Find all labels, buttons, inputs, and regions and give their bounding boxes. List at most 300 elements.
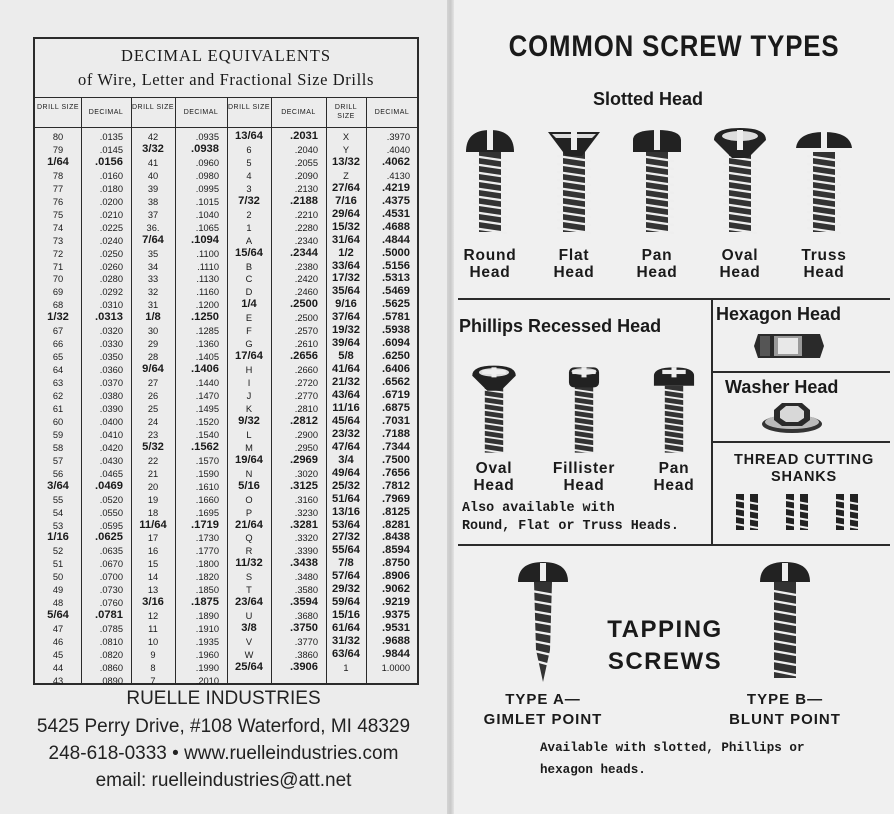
drill-size-cell: 51 — [52, 559, 64, 570]
drill-size-cell: 15/64 — [235, 246, 263, 259]
decimal-cell: .5938 — [382, 324, 410, 337]
decimal-cell: .2090 — [294, 170, 318, 181]
decimal-cell: .1990 — [195, 662, 219, 673]
decimal-cell: .0810 — [99, 637, 123, 648]
decimal-cell: .1850 — [195, 585, 219, 596]
drill-size-cell: 25/32 — [332, 479, 360, 492]
drill-size-cell: 19 — [147, 494, 159, 505]
flat-head-screw-icon — [544, 126, 604, 236]
decimal-cell: .9531 — [382, 622, 410, 635]
drill-size-cell: O — [245, 494, 253, 505]
decimal-cell: .0980 — [195, 170, 219, 181]
drill-size-cell: 44 — [52, 662, 64, 673]
drill-size-cell: G — [245, 339, 253, 350]
drill-size-cell: 49 — [52, 585, 64, 596]
oval-head-screw-icon — [710, 126, 770, 236]
drill-size-cell: 9/64 — [142, 363, 164, 376]
decimal-cell: .0250 — [99, 248, 123, 259]
drill-size-cell: 28 — [147, 352, 159, 363]
drill-size-cell: A — [245, 235, 253, 246]
drill-size-cell: E — [245, 313, 253, 324]
drill-size-cell: 53/64 — [332, 518, 360, 531]
drill-size-cell: 7/16 — [335, 194, 357, 207]
decimal-cell: .0145 — [99, 144, 123, 155]
decimal-cell: .1285 — [195, 326, 219, 337]
drill-size-cell: 13/32 — [332, 155, 360, 168]
phillips-pan-head-icon — [644, 364, 704, 456]
decimal-cell: .0430 — [99, 455, 123, 466]
decimal-cell: .0550 — [99, 507, 123, 518]
drill-size-cell: 58 — [52, 442, 64, 453]
drill-size-cell: 59 — [52, 429, 64, 440]
drill-size-cell: 51/64 — [332, 492, 360, 505]
hexagon-head-icon — [752, 330, 826, 362]
drill-size-cell: 47/64 — [332, 440, 360, 453]
divider-washer — [713, 441, 890, 443]
drill-size-cell: 1 — [343, 662, 349, 673]
decimal-cell: .6406 — [382, 363, 410, 376]
decimal-cell: .4688 — [382, 220, 410, 233]
decimal-cell: .1719 — [191, 518, 219, 531]
drill-size-cell: R — [245, 546, 253, 557]
drill-size-cell: 18 — [147, 507, 159, 518]
drill-size-cell: S — [245, 572, 253, 583]
decimal-cell: .1360 — [195, 339, 219, 350]
decimal-cell: .6250 — [382, 350, 410, 363]
decimal-cell: .0420 — [99, 442, 123, 453]
decimal-header: DECIMAL — [374, 109, 410, 116]
decimal-cell: .2055 — [294, 157, 318, 168]
drill-size-cell: 78 — [52, 170, 64, 181]
drill-size-cell: 3/32 — [142, 142, 164, 155]
drill-size-cell: 31/32 — [332, 635, 360, 648]
drill-size-cell: 3/4 — [338, 453, 354, 466]
drill-size-cell: 50 — [52, 572, 64, 583]
decimal-cell: .4219 — [382, 181, 410, 194]
decimal-cell: .1910 — [195, 624, 219, 635]
drill-size-cell: 53 — [52, 520, 64, 531]
drill-size-cell: 71 — [52, 261, 64, 272]
decimal-cell: .3680 — [294, 611, 318, 622]
drill-size-header: DRILL SIZE — [227, 104, 271, 111]
drill-size-cell: J — [246, 391, 252, 401]
drill-size-cell: 21/64 — [235, 518, 263, 531]
decimal-cell: .1094 — [191, 233, 219, 246]
drill-size-cell: B — [245, 261, 253, 272]
decimal-cell: .0160 — [99, 170, 123, 181]
slotted-screw-label: Oval Head — [719, 247, 761, 281]
decimal-cell: .4531 — [382, 207, 410, 220]
decimal-cell: .8125 — [382, 505, 410, 518]
thread-cutting-heading: THREAD CUTTING SHANKS — [733, 452, 875, 485]
decimal-cell: .1562 — [191, 440, 219, 453]
drill-size-cell: 63/64 — [332, 648, 360, 660]
drill-size-cell: 27/64 — [332, 181, 360, 194]
drill-size-cell: 11/16 — [332, 401, 360, 414]
decimal-cell: .2500 — [290, 298, 318, 311]
drill-size-cell: 23 — [147, 429, 159, 440]
divider-2 — [458, 544, 890, 546]
drill-size-cell: 68 — [52, 300, 64, 311]
decimal-cell: .5313 — [382, 272, 410, 285]
decimal-cell: .2812 — [290, 414, 318, 427]
decimal-cell: .3970 — [386, 132, 410, 142]
drill-size-cell: 9/32 — [238, 414, 260, 427]
drill-size-cell: D — [245, 287, 253, 298]
decimal-cell: .1960 — [195, 650, 219, 660]
drill-size-cell: 31 — [147, 300, 159, 311]
company-address: 5425 Perry Drive, #108 Waterford, MI 48329 — [36, 716, 411, 737]
decimal-cell: .9062 — [382, 583, 410, 596]
drill-size-cell: 15/32 — [332, 220, 360, 233]
drill-size-cell: W — [244, 650, 254, 660]
decimal-cell: .1730 — [195, 533, 219, 544]
drill-size-cell: 64 — [52, 365, 64, 376]
decimal-cell: .3160 — [294, 494, 318, 505]
drill-size-cell: 32 — [147, 287, 159, 298]
drill-size-cell: 24 — [147, 416, 159, 427]
decimal-cell: .5469 — [382, 285, 410, 298]
decimal-cell: .4375 — [382, 194, 410, 207]
drill-size-cell: 66 — [52, 339, 64, 350]
drill-size-cell: 42 — [147, 132, 159, 142]
decimal-cell: .0520 — [99, 494, 123, 505]
decimal-cell: .2950 — [294, 442, 318, 453]
decimal-cell: .3281 — [290, 518, 318, 531]
decimal-cell: .0156 — [95, 155, 123, 168]
decimal-cell: .3390 — [294, 546, 318, 557]
decimal-cell: .1250 — [191, 311, 219, 324]
decimal-header: DECIMAL — [183, 109, 219, 116]
drill-size-cell: 5/8 — [338, 350, 354, 363]
drill-size-cell: 52 — [52, 546, 64, 557]
washer-head-heading: Washer Head — [725, 377, 839, 397]
drill-size-cell: 21 — [147, 468, 159, 479]
decimal-cell: .3860 — [294, 650, 318, 660]
decimal-cell: .0320 — [99, 326, 123, 337]
drill-size-cell: I — [247, 378, 251, 389]
pan-head-screw-icon — [627, 126, 687, 236]
decimal-cell: .1875 — [191, 596, 219, 609]
decimal-cell: .1820 — [195, 572, 219, 583]
drill-size-cell: 40 — [147, 170, 159, 181]
drill-size-cell: 1/8 — [145, 311, 161, 324]
drill-size-cell: 56 — [52, 468, 64, 479]
decimal-cell: .2900 — [294, 429, 318, 440]
decimal-cell: .6094 — [382, 337, 410, 350]
drill-size-cell: 7 — [150, 675, 156, 686]
decimal-cell: .2969 — [290, 453, 318, 466]
decimal-cell: .2340 — [294, 235, 318, 246]
drill-size-cell: 5 — [246, 157, 252, 168]
company-name: RUELLE INDUSTRIES — [126, 688, 321, 709]
drill-size-cell: 39/64 — [332, 337, 360, 350]
decimal-cell: .1200 — [195, 300, 219, 311]
drill-size-cell: 72 — [52, 248, 64, 259]
drill-size-cell: 55 — [52, 494, 64, 505]
screw-types-panel — [454, 0, 894, 814]
decimal-cell: .2280 — [294, 222, 318, 233]
drill-size-cell: 1/2 — [338, 246, 354, 259]
drill-size-cell: 33/64 — [332, 259, 360, 272]
drill-size-cell: 17/32 — [332, 272, 360, 285]
decimal-cell: .1770 — [195, 546, 219, 557]
decimal-cell: .1520 — [195, 416, 219, 427]
drill-size-cell: 67 — [52, 326, 64, 337]
drill-size-cell: 79 — [52, 144, 64, 155]
decimal-cell: .2660 — [294, 365, 318, 376]
decimal-cell: .7344 — [382, 440, 410, 453]
drill-size-cell: 13/64 — [235, 130, 263, 142]
decimal-cell: .0225 — [99, 222, 123, 233]
drill-size-cell: 1/16 — [47, 531, 69, 544]
decimal-header: DECIMAL — [88, 109, 124, 116]
drill-size-cell: 31/64 — [332, 233, 360, 246]
drill-size-cell: 15 — [147, 559, 159, 570]
decimal-cell: .8281 — [382, 518, 410, 531]
drill-size-cell: V — [245, 637, 253, 648]
drill-size-cell: X — [342, 132, 350, 142]
decimal-cell: .0860 — [99, 662, 123, 673]
drill-size-cell: 8 — [150, 662, 156, 673]
drill-size-cell: 41/64 — [332, 363, 360, 376]
decimal-cell: .0400 — [99, 416, 123, 427]
drill-size-cell: 30 — [147, 326, 159, 337]
decimal-equivalents-table — [33, 37, 419, 685]
drill-size-cell: 19/32 — [332, 324, 360, 337]
drill-size-cell: 35/64 — [332, 285, 360, 298]
card-fold — [447, 0, 454, 814]
drill-size-cell: 75 — [52, 209, 64, 220]
drill-size-cell: 9 — [150, 650, 156, 660]
decimal-cell: .2770 — [294, 391, 318, 401]
drill-size-cell: 80 — [52, 132, 64, 142]
drill-size-cell: 47 — [52, 624, 64, 635]
type-a-gimlet-screw-icon — [514, 560, 572, 684]
drill-size-cell: 3/16 — [142, 596, 164, 609]
drill-size-cell: 33 — [147, 274, 159, 285]
drill-size-cell: Y — [342, 144, 350, 155]
decimal-cell: .1015 — [195, 196, 219, 207]
decimal-header: DECIMAL — [281, 109, 316, 116]
drill-size-cell: 27/32 — [332, 531, 360, 544]
drill-size-cell: 45/64 — [332, 414, 360, 427]
decimal-cell: .1065 — [195, 222, 219, 233]
decimal-cell: .1130 — [196, 274, 219, 285]
drill-size-cell: 1/64 — [47, 155, 69, 168]
drill-size-cell: 20 — [147, 481, 159, 492]
phillips-oval-head-icon — [464, 364, 524, 456]
decimal-cell: .0670 — [99, 559, 123, 570]
drill-size-cell: 3/8 — [241, 622, 257, 635]
decimal-cell: .0469 — [95, 479, 123, 492]
decimal-cell: .6875 — [382, 401, 410, 414]
decimal-cell: .0200 — [99, 196, 123, 207]
drill-size-cell: 37 — [147, 209, 159, 220]
decimal-cell: .9844 — [382, 648, 410, 660]
decimal-cell: .1470 — [195, 391, 219, 401]
hexagon-head-heading: Hexagon Head — [716, 304, 842, 324]
company-email: email: ruelleindustries@att.net — [95, 770, 352, 791]
decimal-cell: .1495 — [195, 403, 219, 414]
decimal-cell: .1660 — [195, 494, 219, 505]
decimal-cell: .0390 — [99, 403, 123, 414]
drill-size-cell: 54 — [52, 507, 64, 518]
decimal-cell: .1405 — [195, 352, 219, 363]
drill-size-cell: 46 — [52, 637, 64, 648]
decimal-cell: .7812 — [382, 479, 410, 492]
phillips-heading: Phillips Recessed Head — [459, 316, 662, 336]
drill-size-header: DRILL SIZE — [131, 104, 175, 111]
drill-size-cell: 74 — [52, 222, 64, 233]
slotted-screw-label: Pan Head — [636, 247, 678, 281]
decimal-cell: .1160 — [196, 287, 219, 298]
drill-size-cell: 61 — [52, 403, 64, 414]
decimal-cell: .1440 — [195, 378, 219, 389]
drill-size-cell: H — [245, 365, 253, 376]
decimal-cell: .0781 — [95, 609, 123, 622]
drill-size-cell: 11 — [148, 624, 158, 635]
slotted-screw-label: Truss Head — [801, 247, 847, 281]
drill-size-cell: 17 — [147, 533, 159, 544]
decimal-cell: .2610 — [294, 339, 318, 350]
decimal-cell: .0960 — [195, 157, 219, 168]
drill-size-cell: 38 — [147, 196, 159, 207]
drill-size-cell: Q — [245, 533, 253, 544]
drill-size-cell: Z — [343, 170, 349, 181]
decimal-cell: .3594 — [290, 596, 318, 609]
divider-1 — [458, 298, 890, 300]
drill-size-cell: 4 — [246, 170, 252, 181]
decimal-cell: .7500 — [382, 453, 410, 466]
truss-head-screw-icon — [794, 126, 854, 236]
drill-size-cell: 2 — [246, 209, 252, 220]
decimal-cell: .1890 — [195, 611, 219, 622]
drill-size-cell: 69 — [52, 287, 64, 298]
table-subtitle: of Wire, Letter and Fractional Size Drills — [78, 70, 374, 89]
decimal-cell: .0938 — [191, 142, 219, 155]
decimal-cell: .0313 — [95, 311, 123, 324]
table-title: DECIMAL EQUIVALENTS — [120, 46, 332, 65]
drill-size-cell: 7/8 — [338, 557, 354, 570]
drill-size-cell: 36. — [146, 222, 160, 233]
drill-size-cell: U — [245, 611, 253, 622]
drill-size-cell: 26 — [147, 391, 159, 401]
decimal-cell: .0700 — [99, 572, 123, 583]
decimal-cell: .8438 — [382, 531, 410, 544]
decimal-cell: .2420 — [294, 274, 318, 285]
drill-size-cell: 7/32 — [238, 194, 260, 207]
decimal-cell: .3020 — [294, 468, 318, 479]
decimal-cell: .1935 — [195, 637, 219, 648]
drill-size-cell: 1/4 — [241, 298, 257, 311]
drill-size-cell: 23/32 — [332, 427, 360, 440]
decimal-cell: .3750 — [290, 622, 318, 635]
drill-size-cell: 10 — [147, 637, 159, 648]
drill-size-cell: 23/64 — [235, 596, 263, 609]
decimal-cell: .8906 — [382, 570, 410, 583]
round-head-screw-icon — [460, 126, 520, 236]
drill-size-cell: 37/64 — [332, 311, 360, 324]
drill-size-cell: 77 — [52, 183, 64, 194]
decimal-cell: .7969 — [382, 492, 410, 505]
decimal-cell: .3480 — [294, 572, 318, 583]
drill-size-cell: 29 — [147, 339, 159, 350]
decimal-cell: .6562 — [382, 376, 410, 389]
decimal-cell: .1570 — [195, 455, 219, 466]
decimal-cell: .1800 — [195, 559, 219, 570]
decimal-cell: .2720 — [294, 378, 318, 389]
drill-size-cell: 25/64 — [235, 660, 263, 673]
decimal-cell: .3230 — [294, 507, 318, 518]
drill-size-cell: T — [246, 585, 252, 596]
tapping-screws-heading: TAPPING SCREWS — [607, 616, 723, 675]
decimal-cell: .5781 — [382, 311, 410, 324]
drill-size-cell: 61/64 — [332, 622, 360, 635]
drill-size-cell: 7/64 — [142, 233, 164, 246]
drill-size-cell: 65 — [52, 352, 64, 363]
slotted-screw-label: Flat Head — [553, 247, 595, 281]
drill-size-cell: 14 — [147, 572, 159, 583]
drill-size-cell: 39 — [147, 183, 159, 194]
drill-size-cell: 1/32 — [47, 311, 69, 324]
drill-size-cell: 57/64 — [332, 570, 360, 583]
decimal-cell: .0310 — [99, 300, 123, 311]
drill-size-cell: 21/32 — [332, 376, 360, 389]
drill-size-cell: C — [245, 274, 253, 285]
drill-size-cell: 49/64 — [332, 466, 360, 479]
drill-size-cell: 5/32 — [142, 440, 164, 453]
tapping-note: Available with slotted, Phillips or hexagon heads. — [540, 741, 805, 777]
thread-cutting-shank-icon — [734, 492, 878, 532]
decimal-cell: .8594 — [382, 544, 410, 557]
drill-size-cell: M — [245, 442, 253, 453]
decimal-cell: .4040 — [386, 144, 410, 155]
drill-size-cell: 13/16 — [332, 505, 360, 518]
decimal-cell: .1610 — [195, 481, 219, 492]
decimal-cell: .1406 — [191, 363, 219, 376]
decimal-cell: .9375 — [382, 609, 410, 622]
decimal-cell: .2500 — [294, 313, 318, 324]
drill-size-cell: 5/64 — [47, 609, 69, 622]
decimal-cell: .0730 — [99, 585, 123, 596]
drill-size-header: DRILL SIZE — [36, 104, 80, 111]
decimal-cell: .0465 — [99, 468, 123, 479]
header-top-rule — [35, 97, 417, 98]
phillips-note: Also available with Round, Flat or Truss Heads. — [462, 501, 679, 534]
drill-size-cell: 70 — [52, 274, 64, 285]
decimal-cell: .3770 — [294, 637, 318, 648]
drill-size-cell: 5/16 — [238, 479, 260, 492]
drill-size-cell: 35 — [147, 248, 159, 259]
decimal-cell: .0260 — [99, 261, 123, 272]
type-b-label: TYPE B— BLUNT POINT — [729, 691, 841, 728]
decimal-cell: .0240 — [99, 235, 123, 246]
decimal-cell: .4062 — [382, 155, 410, 168]
drill-size-header: DRILL SIZE — [334, 104, 358, 120]
drill-size-cell: 45 — [52, 650, 64, 660]
phillips-screw-label: Oval Head — [473, 460, 515, 494]
decimal-cell: .1040 — [195, 209, 219, 220]
drill-size-cell: 16 — [147, 546, 159, 557]
decimal-cell: .1695 — [195, 507, 219, 518]
decimal-cell: .2040 — [294, 144, 318, 155]
company-phone-web: 248-618-0333 • www.ruelleindustries.com — [48, 743, 399, 764]
decimal-cell: .3580 — [294, 585, 318, 596]
decimal-cell: .2010 — [195, 675, 219, 686]
drill-size-cell: 22 — [147, 455, 159, 466]
decimal-cell: .5625 — [382, 298, 410, 311]
